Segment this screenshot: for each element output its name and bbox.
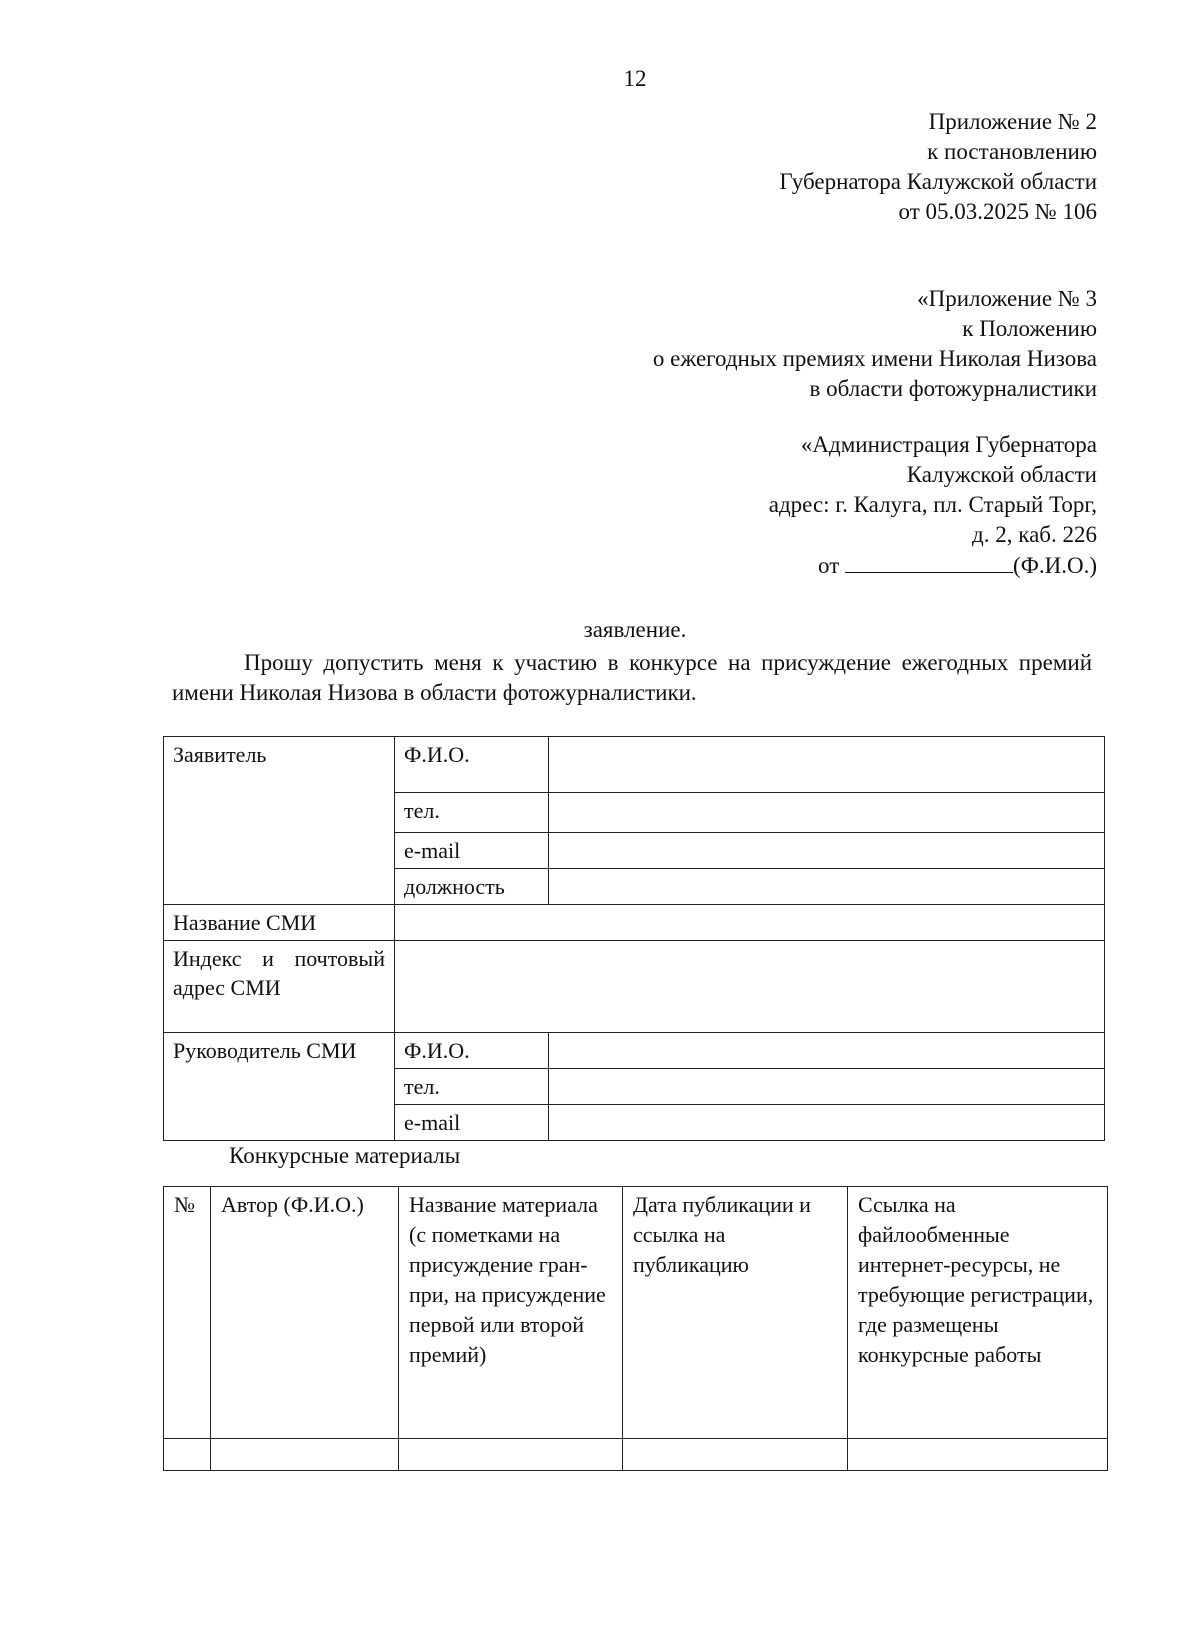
column-header-number: №: [164, 1187, 211, 1439]
head-email-label: e-mail: [395, 1105, 549, 1141]
addressee-block: [769, 430, 1097, 581]
column-header-author: Автор (Ф.И.О.): [211, 1187, 399, 1439]
head-phone-label: тел.: [395, 1069, 549, 1105]
applicant-email-label: e-mail: [395, 833, 549, 869]
media-address-label: Индекс и почтовый адрес СМИ: [164, 941, 395, 1033]
addressee-from-line: [769, 550, 1097, 581]
applicant-position-value[interactable]: [549, 869, 1105, 905]
appendix-2-line: к постановлению: [927, 139, 1097, 164]
appendix-3-line: о ежегодных премиях имени Николая Низова: [652, 346, 1097, 371]
appendix-3-header: [653, 284, 1097, 404]
appendix-2-header: [779, 107, 1097, 227]
addressee-line: «Администрация Губернатора: [800, 432, 1097, 457]
fio-blank-field[interactable]: [845, 550, 1013, 573]
addressee-line: Калужской области: [906, 462, 1097, 487]
appendix-2-line: Приложение № 2: [928, 109, 1097, 134]
addressee-line: д. 2, каб. 226: [972, 522, 1097, 547]
media-address-value[interactable]: [395, 941, 1105, 1033]
column-header-title: Название материала (с пометками на присуждение гран-при, на присуждение первой или второй премий): [399, 1187, 623, 1439]
file-link-cell[interactable]: [848, 1439, 1108, 1471]
applicant-fio-value[interactable]: [549, 737, 1105, 793]
author-cell[interactable]: [211, 1439, 399, 1471]
statement-body: Прошу допустить меня к участию в конкурсе на присуждение ежегодных премий имени Николая Низова в области фотожурналистики.: [172, 650, 1092, 705]
head-phone-value[interactable]: [549, 1069, 1105, 1105]
appendix-3-line: к Положению: [962, 316, 1097, 341]
number-cell[interactable]: [164, 1439, 211, 1471]
statement-title: заявление.: [583, 617, 687, 642]
applicant-table: [163, 736, 1105, 1141]
materials-table: [163, 1186, 1108, 1471]
addressee-line: адрес: г. Калуга, пл. Старый Торг,: [768, 492, 1097, 517]
publication-cell[interactable]: [623, 1439, 848, 1471]
applicant-position-label: должность: [395, 869, 549, 905]
media-name-label: Название СМИ: [164, 905, 395, 941]
head-email-value[interactable]: [549, 1105, 1105, 1141]
media-name-value[interactable]: [395, 905, 1105, 941]
head-fio-label: Ф.И.О.: [395, 1033, 549, 1069]
head-fio-value[interactable]: [549, 1033, 1105, 1069]
applicant-phone-label: тел.: [395, 793, 549, 833]
applicant-label: Заявитель: [164, 737, 395, 905]
media-head-label: Руководитель СМИ: [164, 1033, 395, 1141]
appendix-2-line: Губернатора Калужской области: [779, 169, 1097, 194]
column-header-file-link: Ссылка на файлообменные интернет-ресурсы, не требующие регистрации, где размещены конкурсные работы: [848, 1187, 1108, 1439]
materials-heading: Конкурсные материалы: [229, 1143, 461, 1168]
title-cell[interactable]: [399, 1439, 623, 1471]
table-row: [164, 1439, 1108, 1471]
appendix-3-line: в области фотожурналистики: [809, 376, 1097, 401]
applicant-email-value[interactable]: [549, 833, 1105, 869]
applicant-fio-label: Ф.И.О.: [395, 737, 549, 793]
column-header-publication: Дата публикации и ссылка на публикацию: [623, 1187, 848, 1439]
appendix-2-line: от 05.03.2025 № 106: [898, 199, 1097, 224]
appendix-3-line: «Приложение № 3: [917, 286, 1097, 311]
from-suffix: (Ф.И.О.): [1013, 553, 1097, 578]
from-prefix: от: [818, 553, 840, 578]
applicant-phone-value[interactable]: [549, 793, 1105, 833]
page-number: 12: [623, 66, 647, 91]
